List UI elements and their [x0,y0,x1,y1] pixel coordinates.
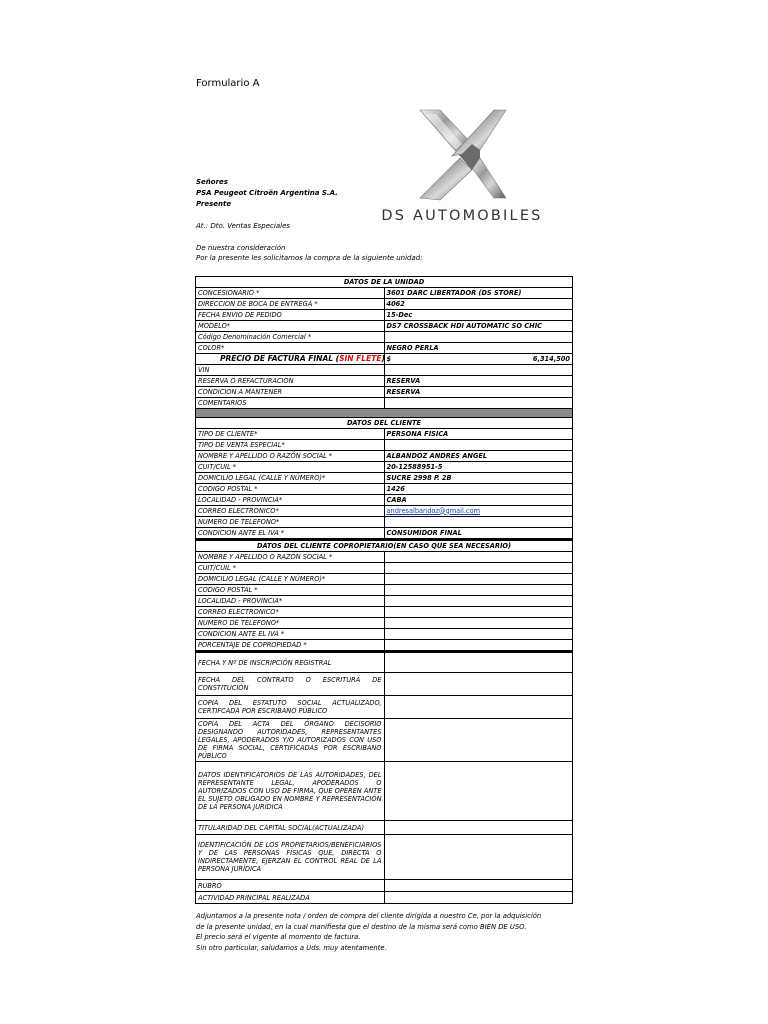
field-label: NOMBRE Y APELLIDO O RAZÓN SOCIAL * [196,552,385,563]
field-value[interactable] [384,574,573,585]
footer-line: El precio será el vigente al momento de factura. [196,933,361,941]
field-label: FECHA DEL CONTRATO O ESCRITURA DE CONSTITUCIÓN [196,673,385,696]
field-label: MODELO* [196,321,385,332]
field-value[interactable]: 4062 [384,299,573,310]
field-value[interactable] [384,365,573,376]
field-value[interactable] [384,440,573,451]
footer-line: de la presente unidad, en la cual manifiesta que el destino de la misma será como BIEN DE USO. [196,922,527,931]
table-row [196,528,573,540]
field-value[interactable]: RESERVA [384,387,573,398]
field-value[interactable]: CONSUMIDOR FINAL [384,528,573,540]
table-row [196,321,573,332]
field-label: CODIGO POSTAL * [196,484,385,495]
field-value[interactable] [384,618,573,629]
field-label: TIPO DE CLIENTE* [196,429,385,440]
field-label: COMENTARIOS [196,398,385,409]
table-row [196,563,573,574]
field-label: COPIA DEL ESTATUTO SOCIAL ACTUALIZADO, CERTIFCADA POR ESCRIBANO PÚBLICO [196,696,385,719]
field-label: LOCALIDAD - PROVINCIA* [196,495,385,506]
field-label: NUMERO DE TELEFONO* [196,618,385,629]
coowner-section-title: DATOS DEL CLIENTE COPROPIETARIO(EN CASO QUE SEA NECESARIO) [196,540,573,552]
field-label: RESERVA O REFACTURACION [196,376,385,387]
field-label: CONDICION ANTE EL IVA * [196,528,385,540]
footer-line: Sin otro particular, saludamos a Uds. muy atentamente. [196,943,387,952]
field-label: PORCENTAJE DE COPROPIEDAD * [196,640,385,652]
field-label: CUIT/CUIL * [196,462,385,473]
field-value[interactable] [384,673,573,696]
field-value[interactable] [384,607,573,618]
field-value[interactable] [384,640,573,652]
table-row [196,719,573,762]
table-row [196,343,573,354]
table-row [196,892,573,904]
field-label: CUIT/CUIL * [196,563,385,574]
table-row [196,640,573,652]
field-label: TITULARIDAD DEL CAPITAL SOCIAL(ACTUALIZADA) [196,821,385,835]
field-label: NUMERO DE TELEFONO* [196,517,385,528]
table-row [196,310,573,321]
field-value[interactable] [384,652,573,673]
field-value[interactable]: NEGRO PERLA [384,343,573,354]
field-label: DIRECCION DE BOCA DE ENTREGA * [196,299,385,310]
field-label: FECHA Y Nº DE INSCRIPCIÓN REGISTRAL [196,652,385,673]
intro-line-1: De nuestra consideración [196,244,286,252]
company-name: PSA Peugeot Citroën Argentina S.A. [196,189,338,197]
field-label: CODIGO POSTAL * [196,585,385,596]
table-row [196,552,573,563]
ds-logo-icon [376,104,548,224]
sin-flete-text: SIN FLETE [339,354,382,363]
table-row [196,585,573,596]
field-label: DOMICILIO LEGAL (CALLE Y NÚMERO)* [196,473,385,484]
table-row [196,484,573,495]
field-label: NOMBRE Y APELLIDO O RAZÓN SOCIAL * [196,451,385,462]
table-row [196,387,573,398]
table-row [196,629,573,640]
table-row [196,473,573,484]
table-row [196,517,573,528]
table-row [196,673,573,696]
field-value[interactable]: 1426 [384,484,573,495]
field-value[interactable] [384,762,573,821]
table-row [196,574,573,585]
attention-line: At.: Dto. Ventas Especiales [196,222,291,230]
table-row [196,365,573,376]
present: Presente [196,200,232,208]
field-label: TIPO DE VENTA ESPECIAL* [196,440,385,451]
field-label: IDENTIFICACIÓN DE LOS PROPIETARIOS/BENEFICIARIOS Y DE LAS PERSONAS FÍSICAS QUE, DIRECTA O INDIRECTAMENTE, EJERZAN EL CONTROL REAL DE LA PERSONA JURÍDICA [196,835,385,880]
footer-line: Adjuntamos a la presente nota / orden de compra del cliente dirigida a nuestro Ce, por la adquisición [196,912,542,920]
field-value[interactable] [384,517,573,528]
field-value[interactable] [384,719,573,762]
field-value[interactable] [384,563,573,574]
price-label: PRECIO DE FACTURA FINAL (SIN FLETE [196,354,385,365]
field-value[interactable] [384,892,573,904]
field-value[interactable]: ALBANDOZ ANDRES ANGEL [384,451,573,462]
field-value[interactable] [384,596,573,607]
field-value[interactable] [384,835,573,880]
table-row [196,596,573,607]
field-value[interactable] [384,629,573,640]
table-row [196,440,573,451]
table-row [196,607,573,618]
field-label: FECHA ENVIO DE PEDIDO [196,310,385,321]
table-row [196,451,573,462]
intro-line-2: Por la presente les solicitamos la compra de la siguiente unidad: [196,254,423,262]
field-value[interactable] [384,552,573,563]
table-row [196,398,573,409]
field-value[interactable]: 20-12588951-5 [384,462,573,473]
greeting: Señores [196,178,228,186]
table-row [196,429,573,440]
field-label: LOCALIDAD - PROVINCIA* [196,596,385,607]
field-value[interactable]: CABA [384,495,573,506]
order-form-table [195,276,573,904]
price-amount: 6,314,500 [532,354,570,363]
field-value[interactable]: RESERVA [384,376,573,387]
field-label: ACTIVIDAD PRINCIPAL REALIZADA [196,892,385,904]
field-label: CONDICION ANTE EL IVA * [196,629,385,640]
price-value[interactable]: $ 6,314,500 [384,354,573,365]
field-label: DATOS IDENTIFICATORIOS DE LAS AUTORIDADES, DEL REPRESENTANTE LEGAL, APODERADOS O AUTORIZADOS CON USO DE FIRMA, QUE OPEREN ANTE EL SUJETO OBLIGADO EN NOMBRE Y REPRESENTACIÓN DE LA PERSONA JURÍDICA [196,762,385,821]
table-row [196,880,573,892]
field-value[interactable] [384,398,573,409]
table-row [196,618,573,629]
separator-bar [196,409,573,418]
table-row [196,462,573,473]
field-value[interactable] [384,506,573,517]
table-row [196,288,573,299]
table-row [196,821,573,835]
brand-wordmark: DS AUTOMOBILES [381,208,543,224]
form-title: Formulario A [196,78,260,89]
field-value[interactable]: SUCRE 2998 P. 2B [384,473,573,484]
field-value[interactable] [384,880,573,892]
price-row [196,354,573,365]
field-value[interactable] [384,585,573,596]
email-row [196,506,573,517]
field-label: VIN [196,365,385,376]
field-value[interactable] [384,332,573,343]
field-label: CORREO ELECTRONICO* [196,607,385,618]
table-row [196,696,573,719]
field-label: CONCESIONARIO * [196,288,385,299]
field-label: RUBRO [196,880,385,892]
table-row [196,332,573,343]
table-row [196,652,573,673]
field-label: CONDICION A MANTENER [196,387,385,398]
field-label: COPIA DEL ACTA DEL ÓRGANO DECISORIO DESIGNANDO AUTORIDADES, REPRESENTANTES LEGALES, APODERADOS Y/O AUTORIZADOS CON USO DE FIRMA SOCIAL, CERTIFICADAS POR ESCRIBANO PÚBLICO [196,719,385,762]
table-row [196,762,573,821]
field-value[interactable]: DS7 CROSSBACK HDI AUTOMATIC SO CHIC [384,321,573,332]
table-row [196,376,573,387]
field-label: CORREO ELECTRONICO* [196,506,385,517]
field-value[interactable] [384,821,573,835]
field-value[interactable]: 15-Dec [384,310,573,321]
table-row [196,835,573,880]
footer-note [196,911,576,953]
field-label: COLOR* [196,343,385,354]
unit-section-title: DATOS DE LA UNIDAD [196,277,573,288]
field-label: Código Denominación Comercial * [196,332,385,343]
field-value[interactable] [384,696,573,719]
client-section-title: DATOS DEL CLIENTE [196,418,573,429]
field-value[interactable]: PERSONA FISICA [384,429,573,440]
table-row [196,495,573,506]
email-link[interactable]: andresalbandoz@gmail.com [386,506,481,515]
field-value[interactable]: 3601 DARC LIBERTADOR (DS STORE) [384,288,573,299]
table-row [196,299,573,310]
field-label: DOMICILIO LEGAL (CALLE Y NÚMERO)* [196,574,385,585]
